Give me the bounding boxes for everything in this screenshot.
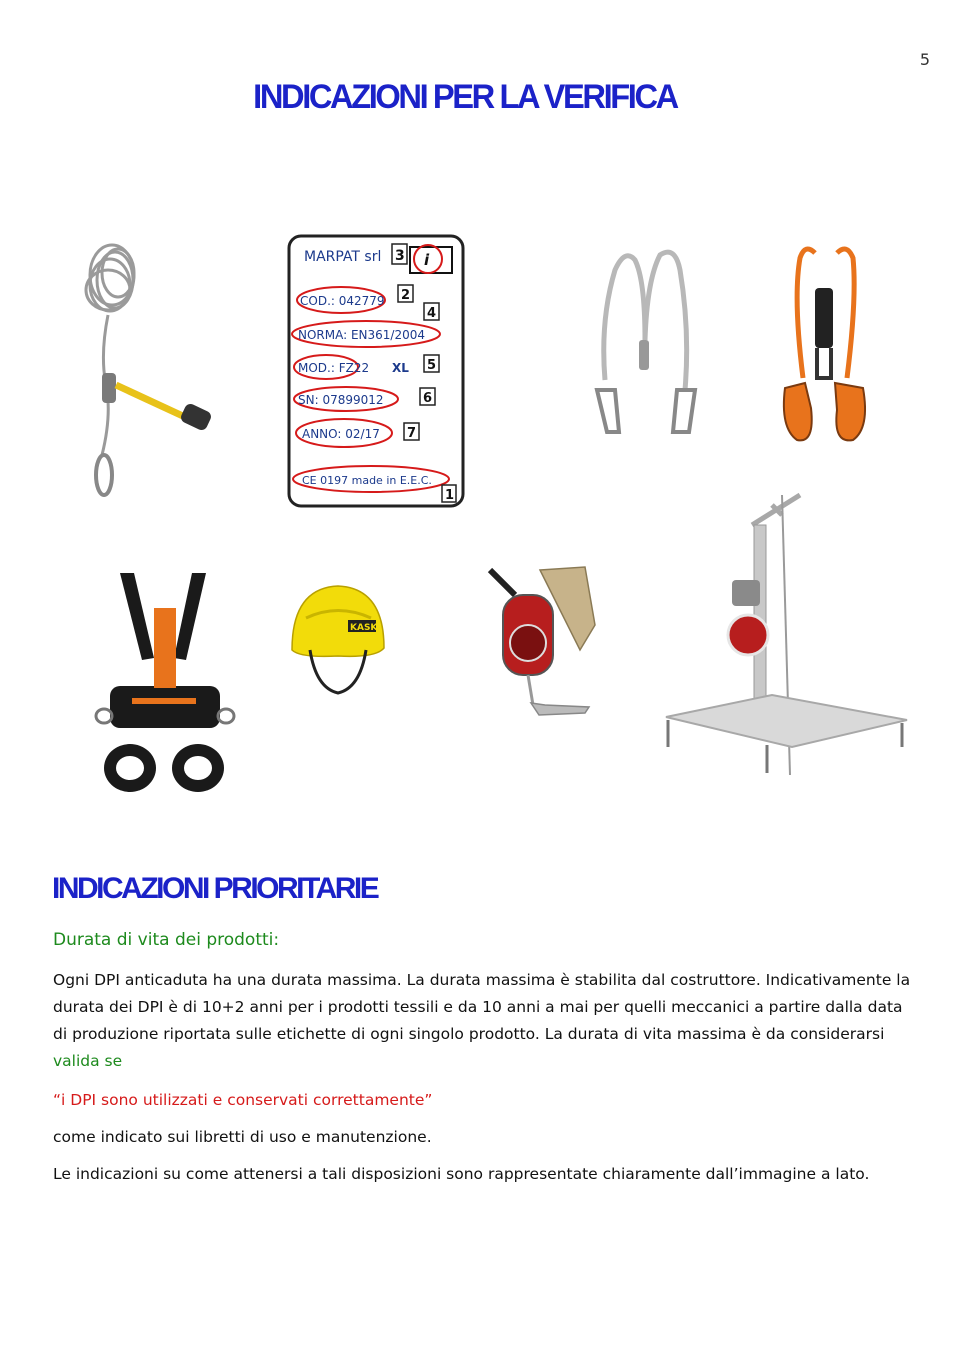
label-size: XL [392, 361, 409, 375]
label-number-4: 4 [427, 306, 437, 321]
retractable-fall-arrester-image [485, 565, 605, 725]
double-lanyard-image [585, 240, 705, 440]
label-number-7: 7 [407, 426, 417, 441]
label-sn: SN: 07899012 [298, 393, 384, 407]
valid-if-text: valida se [53, 1052, 123, 1070]
paragraph-instructions: Le indicazioni su come attenersi a tali disposizioni sono rappresentate chiaramente dall’immagine a lato. [53, 1165, 870, 1183]
label-ce: CE 0197 made in E.E.C. [302, 474, 432, 487]
davit-rescue-system-image [662, 485, 912, 775]
page-title: INDICAZIONI PER LA VERIFICA [253, 78, 677, 116]
label-cod: COD.: 042779 [300, 294, 385, 308]
label-number-5: 5 [427, 358, 437, 373]
label-norma: NORMA: EN361/2004 [298, 328, 426, 342]
rope-fall-arrester-image [70, 235, 230, 500]
label-number-3: 3 [395, 248, 405, 264]
page-number: 5 [919, 50, 930, 69]
label-brand: MARPAT srl [304, 249, 382, 265]
label-number-2: 2 [401, 288, 411, 303]
label-mod: MOD.: FZ22 [298, 361, 370, 375]
safety-helmet-image [286, 578, 391, 703]
energy-absorber-lanyard-image [775, 238, 875, 448]
label-number-6: 6 [423, 391, 433, 406]
label-anno: ANNO: 02/17 [302, 427, 380, 441]
paragraph-lifespan [53, 967, 913, 1075]
label-number-1: 1 [445, 488, 455, 503]
usage-quote: “i DPI sono utilizzati e conservati correttamente” [53, 1091, 433, 1109]
helmet-brand: KASK [350, 623, 378, 633]
paragraph-lifespan-main: Ogni DPI anticaduta ha una durata massima. La durata massima è stabilita dal costruttore. Indicativamente la durata dei DPI è di 10+2 anni per i prodotti tessili e da 10 anni a mai per quelli meccanici a partire dalla data di produzione riportata sulle etichette di ogni singolo prodotto. La durata di vita massima è da considerarsi [53, 971, 911, 1043]
subtitle [53, 930, 279, 950]
paragraph-manuals: come indicato sui libretti di uso e manutenzione. [53, 1128, 432, 1146]
product-label-card [286, 233, 468, 511]
subtitle-text: Durata di vita dei prodotti [53, 930, 274, 950]
section-title: INDICAZIONI PRIORITARIE [52, 872, 378, 905]
full-body-harness-image [92, 568, 237, 803]
info-icon: i [424, 251, 430, 269]
subtitle-colon: : [273, 930, 280, 950]
